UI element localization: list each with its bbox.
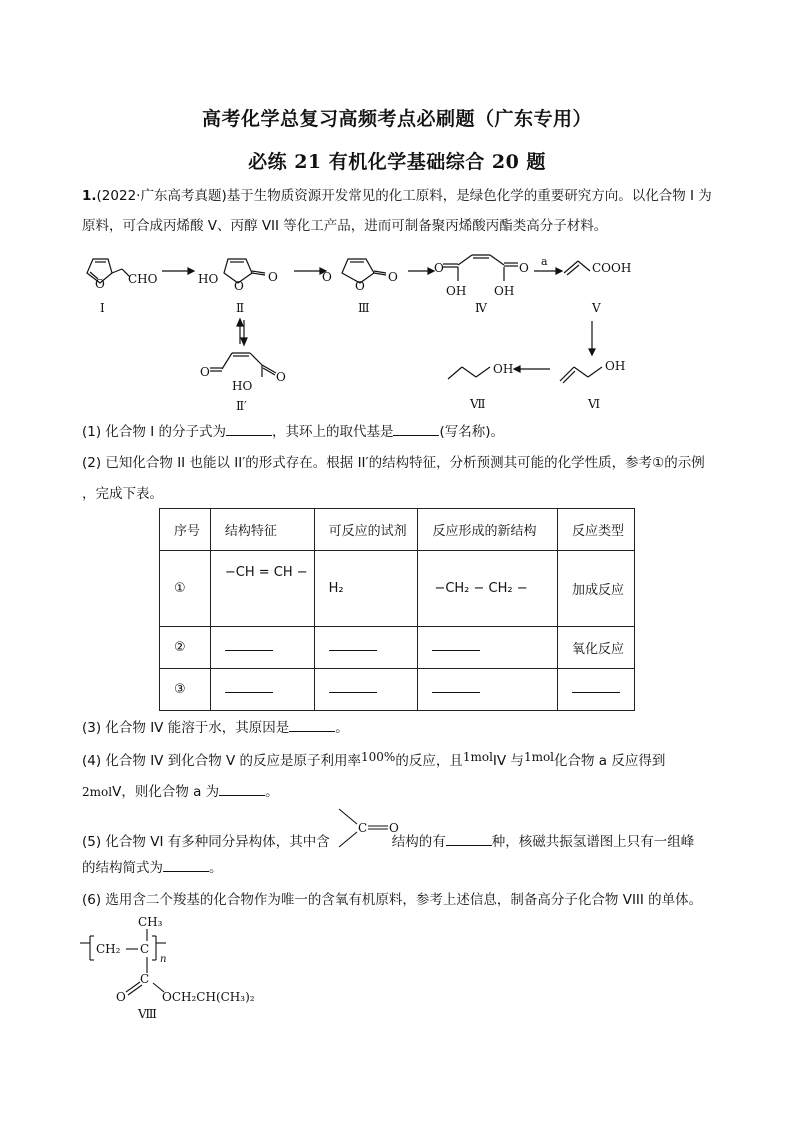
compound-II-prime-structure bbox=[200, 353, 286, 393]
carbonyl-fragment-o: O bbox=[389, 821, 399, 835]
table-header-row bbox=[160, 509, 635, 551]
table-cell-index: ③ bbox=[160, 669, 211, 711]
q4-blank[interactable] bbox=[219, 783, 265, 796]
subquestion-1 bbox=[82, 423, 504, 441]
q5-line2-text-b: 。 bbox=[209, 860, 223, 876]
table-cell-blank[interactable] bbox=[210, 627, 314, 669]
q5-line2-text-a: 的结构简式为 bbox=[82, 860, 163, 876]
polymer-VIII-structure bbox=[76, 912, 296, 1022]
q1-text-a: (1) 化合物 I 的分子式为 bbox=[82, 424, 226, 440]
q5-blank-count[interactable] bbox=[446, 833, 492, 846]
compound-III-ring-o: O bbox=[355, 279, 365, 293]
compound-IV-oh-right: OH bbox=[494, 284, 515, 298]
compound-III-structure bbox=[322, 259, 398, 293]
subquestion-4-line2 bbox=[82, 783, 279, 801]
compound-IV-o-left: O bbox=[434, 261, 444, 275]
compound-IV-oh-left: OH bbox=[446, 284, 467, 298]
table-row bbox=[160, 551, 635, 627]
compound-II-ring-o: O bbox=[234, 279, 244, 293]
table-cell-blank[interactable] bbox=[418, 627, 558, 669]
q4-text-d: 化合物 a 反应得到 bbox=[554, 753, 666, 769]
table-cell-index: ① bbox=[160, 551, 211, 627]
q4-line2-text-b: 。 bbox=[265, 784, 279, 800]
compound-IV-structure bbox=[434, 255, 529, 298]
table-cell-blank[interactable] bbox=[210, 669, 314, 711]
q5-text-b: 结构的有 bbox=[391, 834, 446, 850]
q4-line2-text-a: V，则化合物 a 为 bbox=[112, 784, 220, 800]
q4-text-a: (4) 化合物 IV 到化合物 V 的反应是原子利用率 bbox=[82, 753, 362, 769]
table-header-cell: 反应形成的新结构 bbox=[418, 509, 558, 551]
q3-text-b: 。 bbox=[335, 720, 349, 736]
q1-text-b: ，其环上的取代基是 bbox=[271, 424, 394, 440]
subquestion-2-line1: (2) 已知化合物 II 也能以 II′的形式存在。根据 II′的结构特征，分析预测其可能的化学性质，参考①的示例 bbox=[82, 455, 705, 471]
question-intro-line1 bbox=[82, 187, 712, 205]
compound-II-prime-o-right: O bbox=[276, 370, 286, 384]
q3-text-a: (3) 化合物 IV 能溶于水，其原因是 bbox=[82, 720, 290, 736]
table-cell-blank[interactable] bbox=[314, 669, 418, 711]
compound-VII-oh: OH bbox=[493, 362, 514, 376]
label-VII: Ⅶ bbox=[470, 397, 486, 411]
document-subtitle: 必练 21 有机化学基础综合 20 题 bbox=[248, 151, 546, 173]
q5-text-c: 种，核磁共振氢谱图上只有一组峰 bbox=[491, 834, 695, 850]
polymer-label: Ⅷ bbox=[138, 1007, 157, 1021]
compound-II-ho: HO bbox=[198, 272, 219, 286]
carbonyl-fragment-structure bbox=[337, 805, 403, 855]
compound-IV-o-right: O bbox=[519, 261, 529, 275]
q4-mol-3: 2mol bbox=[82, 785, 113, 799]
table-cell-blank[interactable] bbox=[418, 669, 558, 711]
label-II-prime: Ⅱ′ bbox=[236, 399, 247, 413]
table-cell-structure: −CH = CH − bbox=[210, 551, 314, 627]
table-cell-blank[interactable] bbox=[558, 669, 635, 711]
question-intro-line2: 原料，可合成丙烯酸 V、丙醇 VII 等化工产品，进而可制备聚丙烯酸丙酯类高分子材料。 bbox=[82, 218, 608, 234]
table-cell-reaction-type: 氧化反应 bbox=[558, 627, 635, 669]
compound-VI-oh: OH bbox=[605, 359, 626, 373]
question-number: 1. bbox=[82, 188, 97, 204]
q1-text-c: (写名称)。 bbox=[439, 424, 505, 440]
label-II: Ⅱ bbox=[236, 301, 245, 315]
compound-III-o-right: O bbox=[388, 270, 398, 284]
subquestion-4-line1 bbox=[82, 752, 665, 770]
label-VI: Ⅵ bbox=[588, 397, 601, 411]
polymer-ester-c: C bbox=[140, 972, 150, 986]
polymer-ch2: CH₂ bbox=[96, 942, 121, 956]
q4-mol-2: 1mol bbox=[523, 750, 555, 764]
subquestion-5-line2 bbox=[82, 859, 223, 877]
compound-V-cooh: COOH bbox=[592, 261, 632, 275]
table-header-cell: 可反应的试剂 bbox=[314, 509, 418, 551]
table-cell-new-structure: −CH₂ − CH₂ − bbox=[418, 551, 558, 627]
polymer-ch3: CH₃ bbox=[138, 915, 163, 929]
label-III: Ⅲ bbox=[358, 301, 370, 315]
carbonyl-fragment-c: C bbox=[358, 821, 368, 835]
table-cell-index: ② bbox=[160, 627, 211, 669]
q4-mol-1: 1mol bbox=[462, 750, 493, 764]
compound-I-structure bbox=[87, 259, 158, 291]
table-cell-reaction-type: 加成反应 bbox=[558, 551, 635, 627]
reaction-property-table bbox=[159, 508, 635, 711]
compound-I-ring-o: O bbox=[95, 277, 105, 291]
subquestion-3 bbox=[82, 719, 349, 737]
label-I: I bbox=[100, 301, 105, 315]
polymer-n: n bbox=[160, 954, 167, 965]
polymer-backbone-c: C bbox=[140, 942, 150, 956]
q3-blank[interactable] bbox=[289, 719, 335, 732]
label-IV: Ⅳ bbox=[475, 301, 487, 315]
subquestion-2-line2: ，完成下表。 bbox=[82, 486, 163, 502]
compound-II-structure bbox=[198, 259, 278, 293]
compound-I-cho: CHO bbox=[128, 272, 158, 286]
q5-text-a: (5) 化合物 VI 有多种同分异构体，其中含 bbox=[82, 834, 330, 850]
q4-text-b: 的反应，且 bbox=[395, 753, 463, 769]
q1-blank-formula[interactable] bbox=[226, 423, 272, 436]
compound-II-prime-o-left: O bbox=[200, 365, 210, 379]
table-cell-reagent: H₂ bbox=[314, 551, 418, 627]
table-header-cell: 序号 bbox=[160, 509, 211, 551]
q1-blank-substituent[interactable] bbox=[393, 423, 439, 436]
polymer-carbonyl-o: O bbox=[116, 990, 126, 1004]
reagent-a-label: a bbox=[541, 255, 548, 268]
compound-II-keto-o: O bbox=[268, 270, 278, 284]
q5-blank-structure[interactable] bbox=[163, 859, 209, 872]
table-cell-blank[interactable] bbox=[314, 627, 418, 669]
table-row bbox=[160, 627, 635, 669]
table-header-cell: 结构特征 bbox=[210, 509, 314, 551]
label-V: V bbox=[592, 301, 601, 315]
q4-percent: 100% bbox=[361, 750, 396, 764]
polymer-ester-group: OCH₂CH(CH₃)₂ bbox=[162, 990, 255, 1004]
compound-II-prime-ho: HO bbox=[232, 379, 253, 393]
question-intro-text: (2022·广东高考真题)基于生物质资源开发常见的化工原料，是绿色化学的重要研究方向。以化合物 I 为 bbox=[96, 188, 712, 204]
compound-V-structure bbox=[564, 261, 631, 275]
document-title: 高考化学总复习高频考点必刷题（广东专用） bbox=[201, 108, 592, 130]
compound-VI-structure bbox=[560, 359, 625, 383]
compound-III-o-left: O bbox=[322, 270, 332, 284]
q4-text-c: IV 与 bbox=[492, 753, 524, 769]
subquestion-6: (6) 选用含二个羧基的化合物作为唯一的含氧有机原料，参考上述信息，制备高分子化合物 VIII 的单体。 bbox=[82, 892, 703, 908]
compound-VII-structure bbox=[448, 362, 513, 379]
table-row bbox=[160, 669, 635, 711]
reaction-scheme bbox=[70, 245, 650, 415]
table-header-cell: 反应类型 bbox=[558, 509, 635, 551]
